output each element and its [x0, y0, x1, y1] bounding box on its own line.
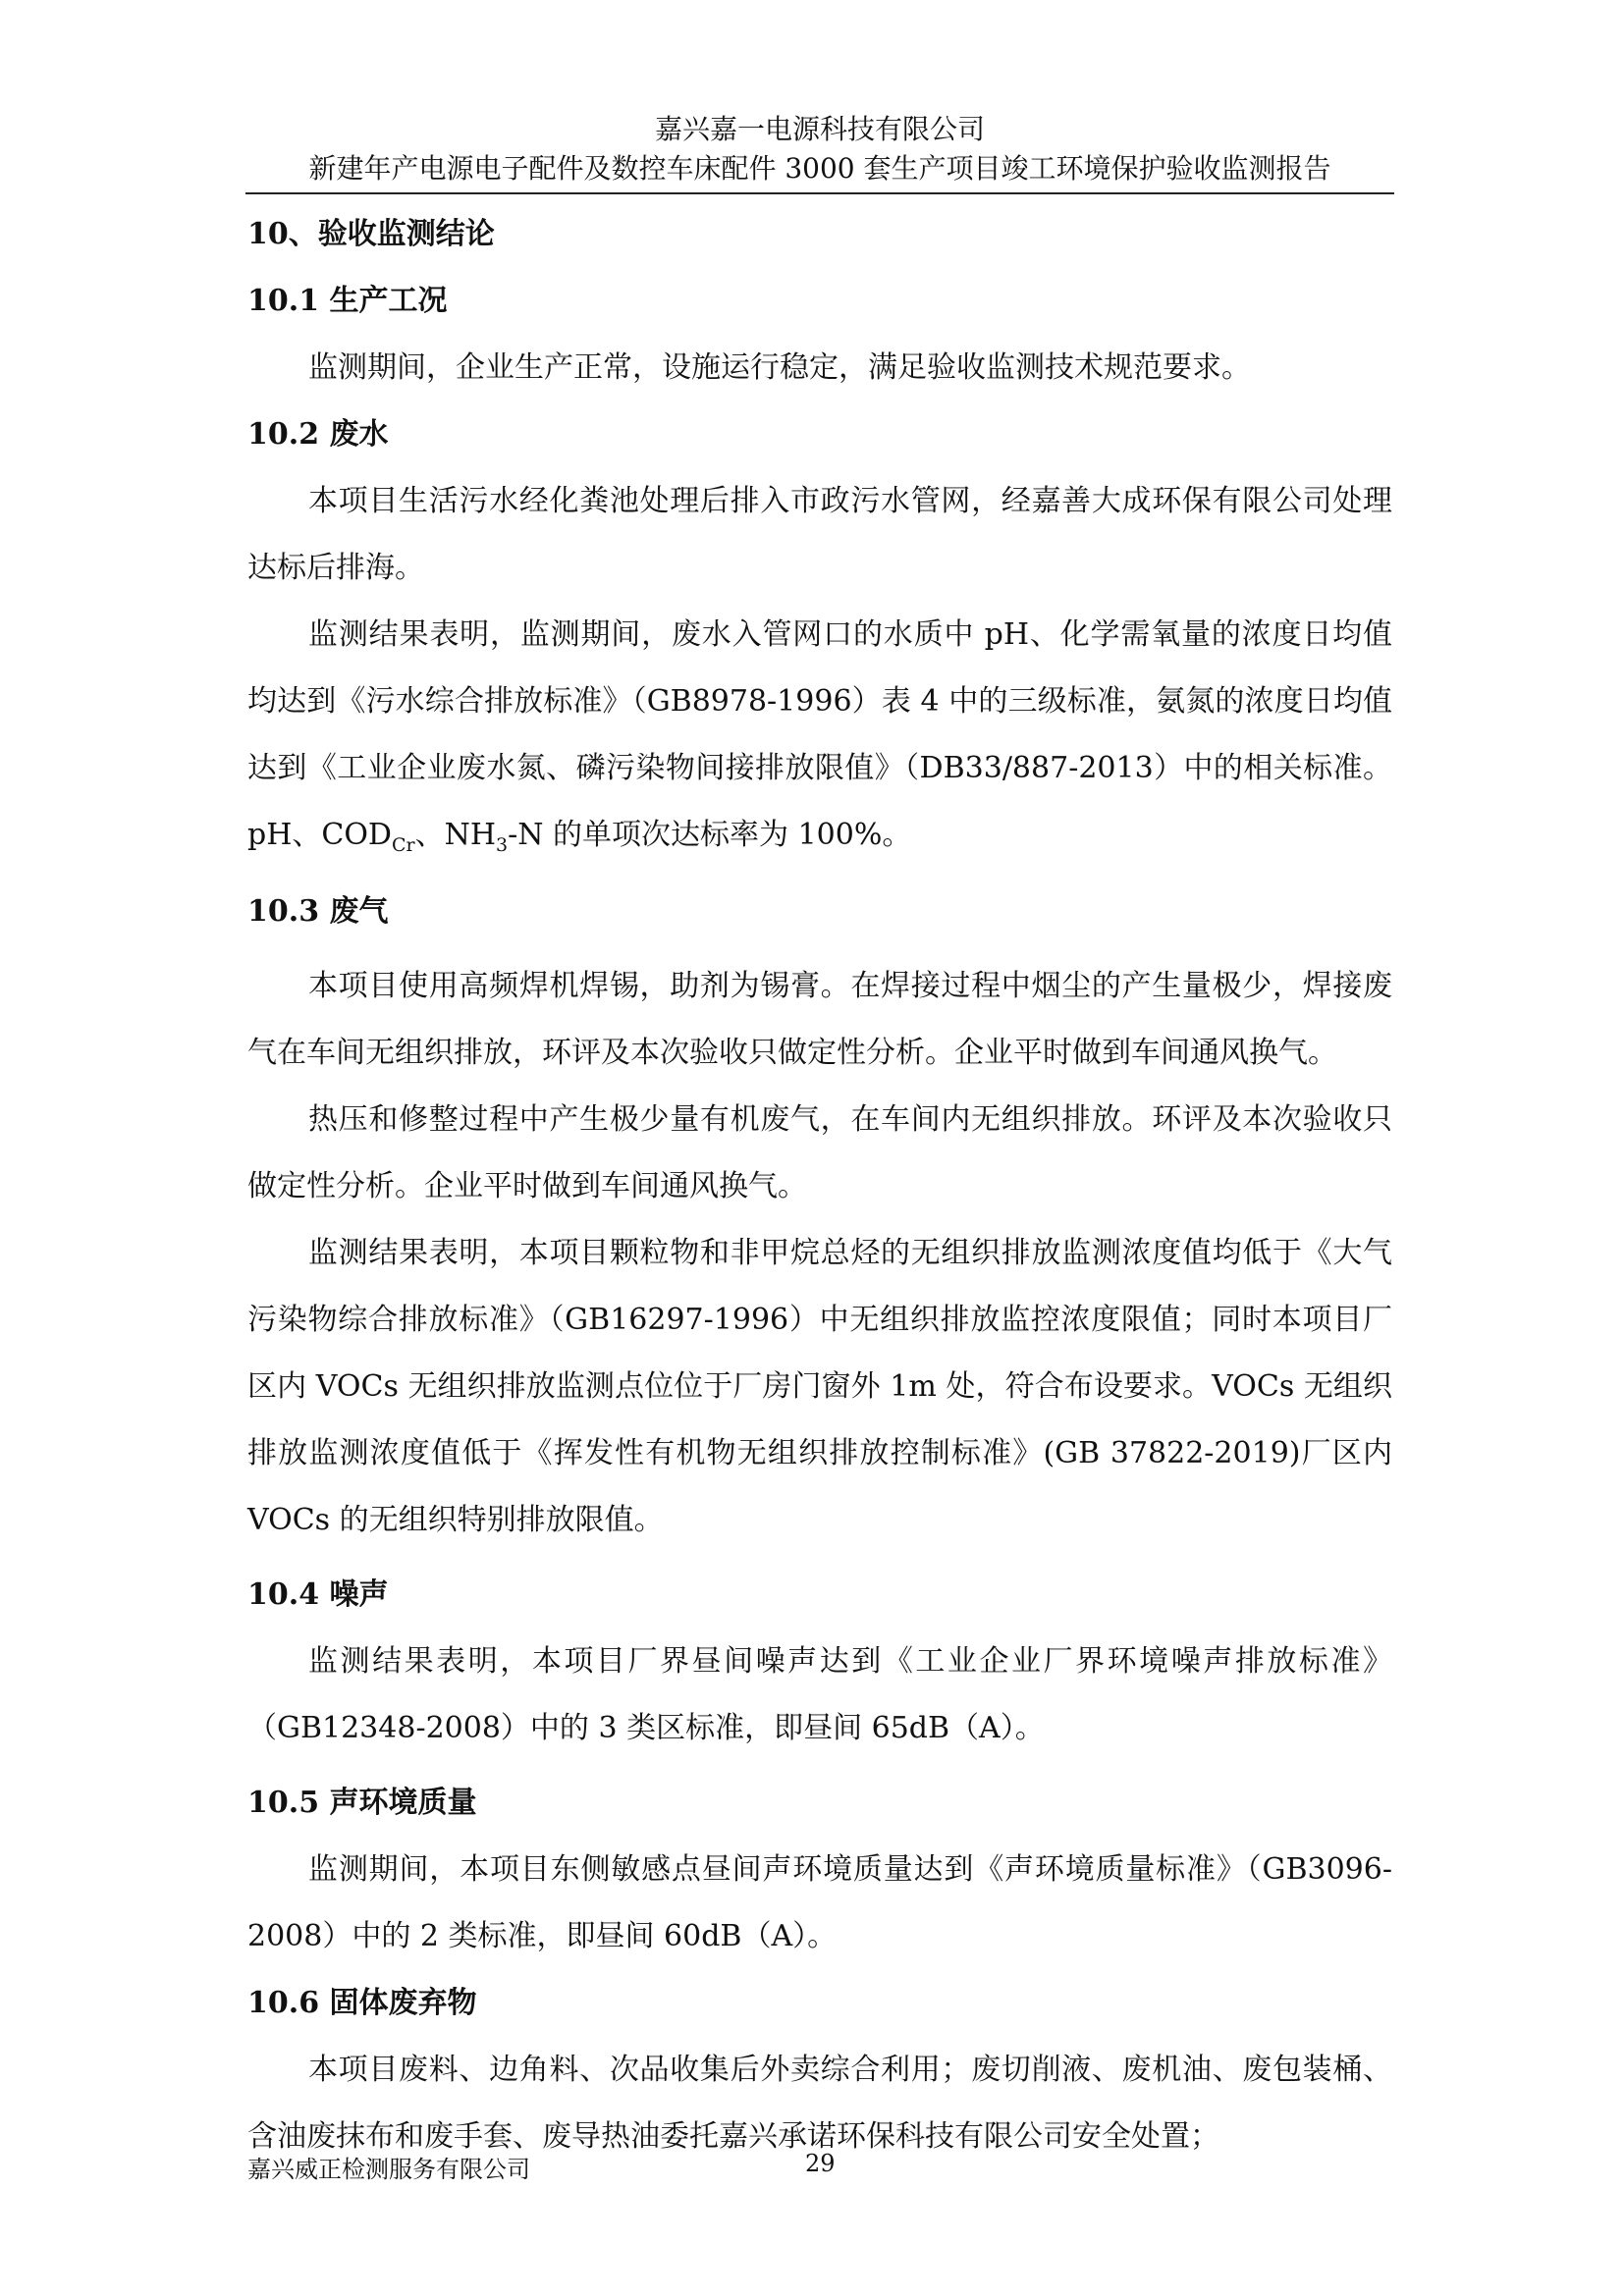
paragraph	[247, 602, 1392, 879]
page-header	[245, 110, 1394, 188]
paragraph: 本项目使用高频焊机焊锡，助剂为锡膏。在焊接过程中烟尘的产生量极少，焊接废气在车间无组织排放，环评及本次验收只做定性分析。企业平时做到车间通风换气。	[247, 969, 1392, 1070]
section-title: 10、验收监测结论	[247, 217, 495, 251]
paragraph: 热压和修整过程中产生极少量有机废气，在车间内无组织排放。环评及本次验收只做定性分析。企业平时做到车间通风换气。	[247, 1102, 1392, 1203]
subsection-title-wastewater: 10.2 废水	[247, 417, 389, 452]
header-report-title: 新建年产电源电子配件及数控车床配件 3000 套生产项目竣工环境保护验收监测报告	[308, 152, 1331, 185]
paragraph-text: 、NH	[414, 818, 497, 852]
subsection-title-noise: 10.4 噪声	[247, 1577, 389, 1612]
paragraph-text: 监测结果表明，监测期间，废水入管网口的水质中 pH、化学需氧量的浓度日均值均达到《污水综合排放标准》（GB8978-1996）表 4 中的三级标准，氨氮的浓度日均值达到《工业企业废水氮、磷污染物间接排放限值》（DB33/887-2013）中的相关标准。pH、COD	[247, 617, 1392, 852]
paragraph: 本项目生活污水经化粪池处理后排入市政污水管网，经嘉善大成环保有限公司处理达标后排海。	[247, 484, 1392, 585]
footer-company: 嘉兴威正检测服务有限公司	[247, 2156, 530, 2183]
header-divider	[245, 192, 1394, 194]
paragraph-text: -N 的单项次达标率为 100%。	[508, 818, 912, 852]
paragraph: 监测期间，本项目东侧敏感点昼间声环境质量达到《声环境质量标准》（GB3096-2008）中的 2 类标准，即昼间 60dB（A）。	[247, 1852, 1392, 1953]
document-body	[247, 201, 1392, 2170]
subsection-title-acoustic-environment: 10.5 声环境质量	[247, 1786, 477, 1820]
paragraph: 监测期间，企业生产正常，设施运行稳定，满足验收监测技术规范要求。	[308, 350, 1251, 385]
paragraph: 监测结果表明，本项目厂界昼间噪声达到《工业企业厂界环境噪声排放标准》（GB12348-2008）中的 3 类区标准，即昼间 65dB（A）。	[247, 1644, 1392, 1745]
subsection-title-exhaust-gas: 10.3 废气	[247, 894, 389, 929]
page-number: 29	[805, 2150, 836, 2177]
paragraph: 监测结果表明，本项目颗粒物和非甲烷总烃的无组织排放监测浓度值均低于《大气污染物综合排放标准》（GB16297-1996）中无组织排放监控浓度限值；同时本项目厂区内 VOCs 无组织排放监测点位位于厂房门窗外 1m 处，符合布设要求。VOCs 无组织排放监测浓度值低于《挥发性有机物无组织排放控制标准》(GB 37822-2019)厂区内 VOCs 的无组织特别排放限值。	[247, 1236, 1392, 1537]
paragraph: 本项目废料、边角料、次品收集后外卖综合利用；废切削液、废机油、废包装桶、含油废抹布和废手套、废导热油委托嘉兴承诺环保科技有限公司安全处置；	[247, 2053, 1392, 2154]
header-company: 嘉兴嘉一电源科技有限公司	[654, 113, 985, 145]
subsection-title-solid-waste: 10.6 固体废弃物	[247, 1986, 477, 2020]
subscript-3: 3	[496, 834, 509, 856]
subsection-title-production: 10.1 生产工况	[247, 284, 448, 318]
subscript-cr: Cr	[391, 834, 415, 856]
